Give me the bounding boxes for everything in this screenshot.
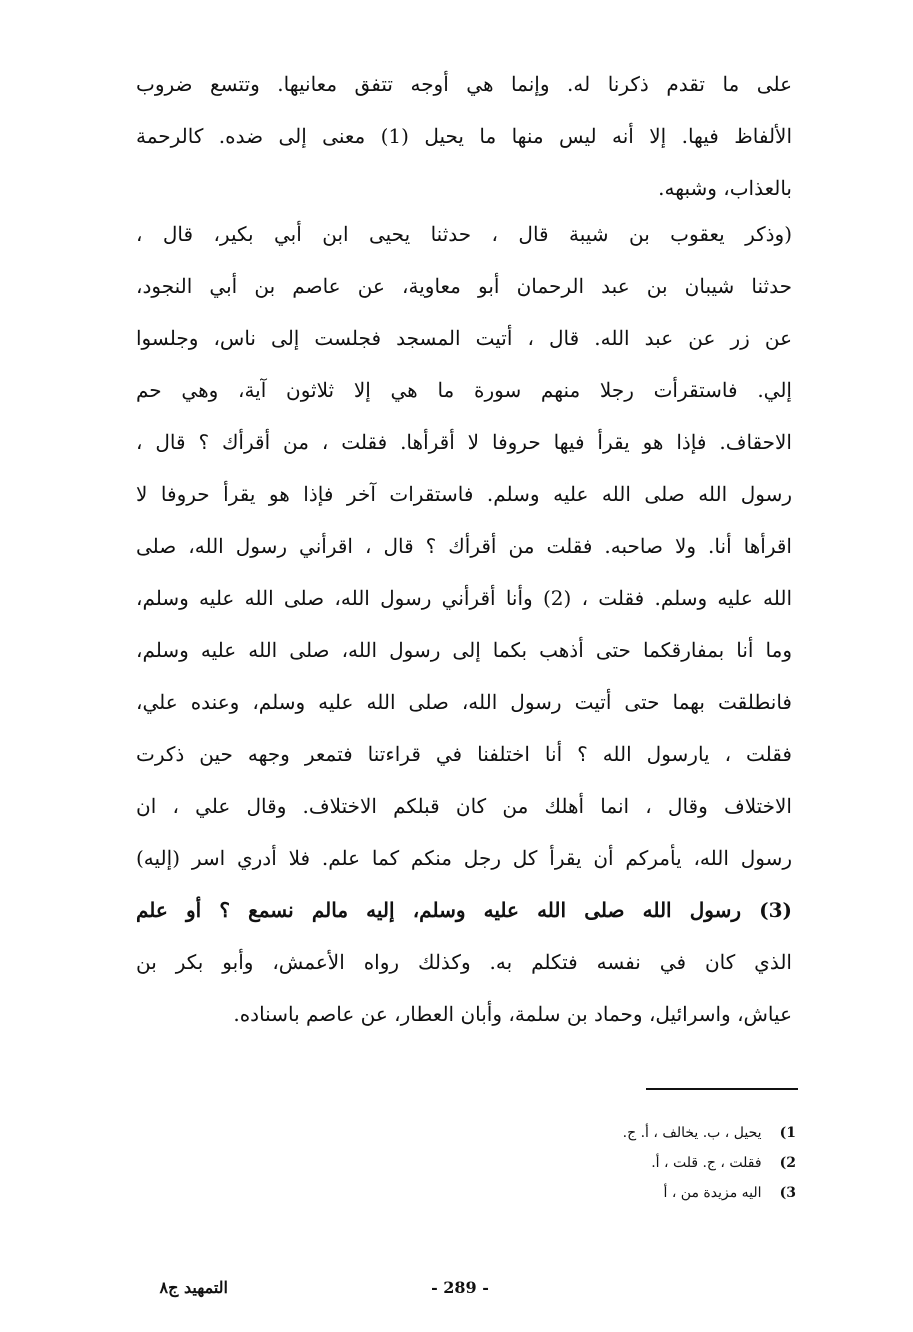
footnote-divider [646,1088,798,1090]
running-footer-title: التمهيد ج٨ [159,1278,228,1297]
footnote-number: 1) [779,1125,796,1141]
text-line: بالعذاب، وشبهه. [658,176,792,200]
footnote-number: 3) [779,1185,796,1201]
footnotes [430,1118,796,1208]
footnote-text: فقلت ، ج. قلت ، أ. [651,1155,762,1171]
text-line: فقلت ، يارسول الله ؟ أنا اختلفنا في قراءتنا فتمعر وجهه حين ذكرت [136,742,792,766]
text-line: الألفاظ فيها. إلا أنه ليس منها ما يحيل (1) معنى إلى ضده. كالرحمة [136,124,792,148]
text-line: (وذكر يعقوب بن شيبة قال ، حدثنا يحيى ابن أبي بكير، قال ، [136,222,792,246]
page-number: - 289 - [431,1278,489,1297]
text-line: عن زر عن عبد الله. قال ، أتيت المسجد فجلست إلى ناس، وجلسوا [136,326,792,350]
text-line: على ما تقدم ذكرنا له. وإنما هي أوجه تتفق معانيها. وتتسع ضروب [136,72,792,96]
footnote-number: 2) [779,1155,796,1171]
text-line: الاحقاف. فإذا هو يقرأ فيها حروفا لا أقرأها. فقلت ، من أقرأك ؟ قال ، [136,430,792,454]
text-line: (3) رسول الله صلى الله عليه وسلم، إليه مالم نسمع ؟ أو علم [136,898,792,922]
text-line: فانطلقت بهما حتى أتيت رسول الله، صلى الله عليه وسلم، وعنده علي، [136,690,792,714]
text-line: حدثنا شيبان بن عبد الرحمان أبو معاوية، عن عاصم بن أبي النجود، [136,274,792,298]
paragraph-1 [136,58,792,214]
footnote-item [430,1178,796,1208]
text-line: عياش، واسرائيل، وحماد بن سلمة، وأبان العطار، عن عاصم باسناده. [233,1002,792,1026]
footnote-text: اليه مزيدة من ، أ [663,1185,762,1201]
text-line: اقرأها أنا. ولا صاحبه. فقلت من أقرأك ؟ قال ، اقرأني رسول الله، صلى [136,534,792,558]
text-line: إلي. فاستقرأت رجلا منهم سورة ما هي إلا ثلاثون آية، وهي حم [136,378,792,402]
text-line: رسول الله، يأمركم أن يقرأ كل رجل منكم كما علم. فلا أدري اسر (إليه) [136,846,792,870]
footnote-item [430,1148,796,1178]
text-line: وما أنا بمفارقكما حتى أذهب بكما إلى رسول الله، صلى الله عليه وسلم، [136,638,792,662]
text-line: الله عليه وسلم. فقلت ، (2) وأنا أقرأني رسول الله، صلى الله عليه وسلم، [136,586,792,610]
text-line: الذي كان في نفسه فتكلم به. وكذلك رواه الأعمش، وأبو بكر بن [136,950,792,974]
footnote-item [430,1118,796,1148]
paragraph-2 [136,208,792,1040]
footnote-text: يحيل ، ب. يخالف ، أ. ج. [622,1125,762,1141]
text-line: الاختلاف وقال ، انما أهلك من كان قبلكم الاختلاف. وقال علي ، ان [136,794,792,818]
text-line: رسول الله صلى الله عليه وسلم. فاستقرات آخر فإذا هو يقرأ حروفا لا [136,482,792,506]
